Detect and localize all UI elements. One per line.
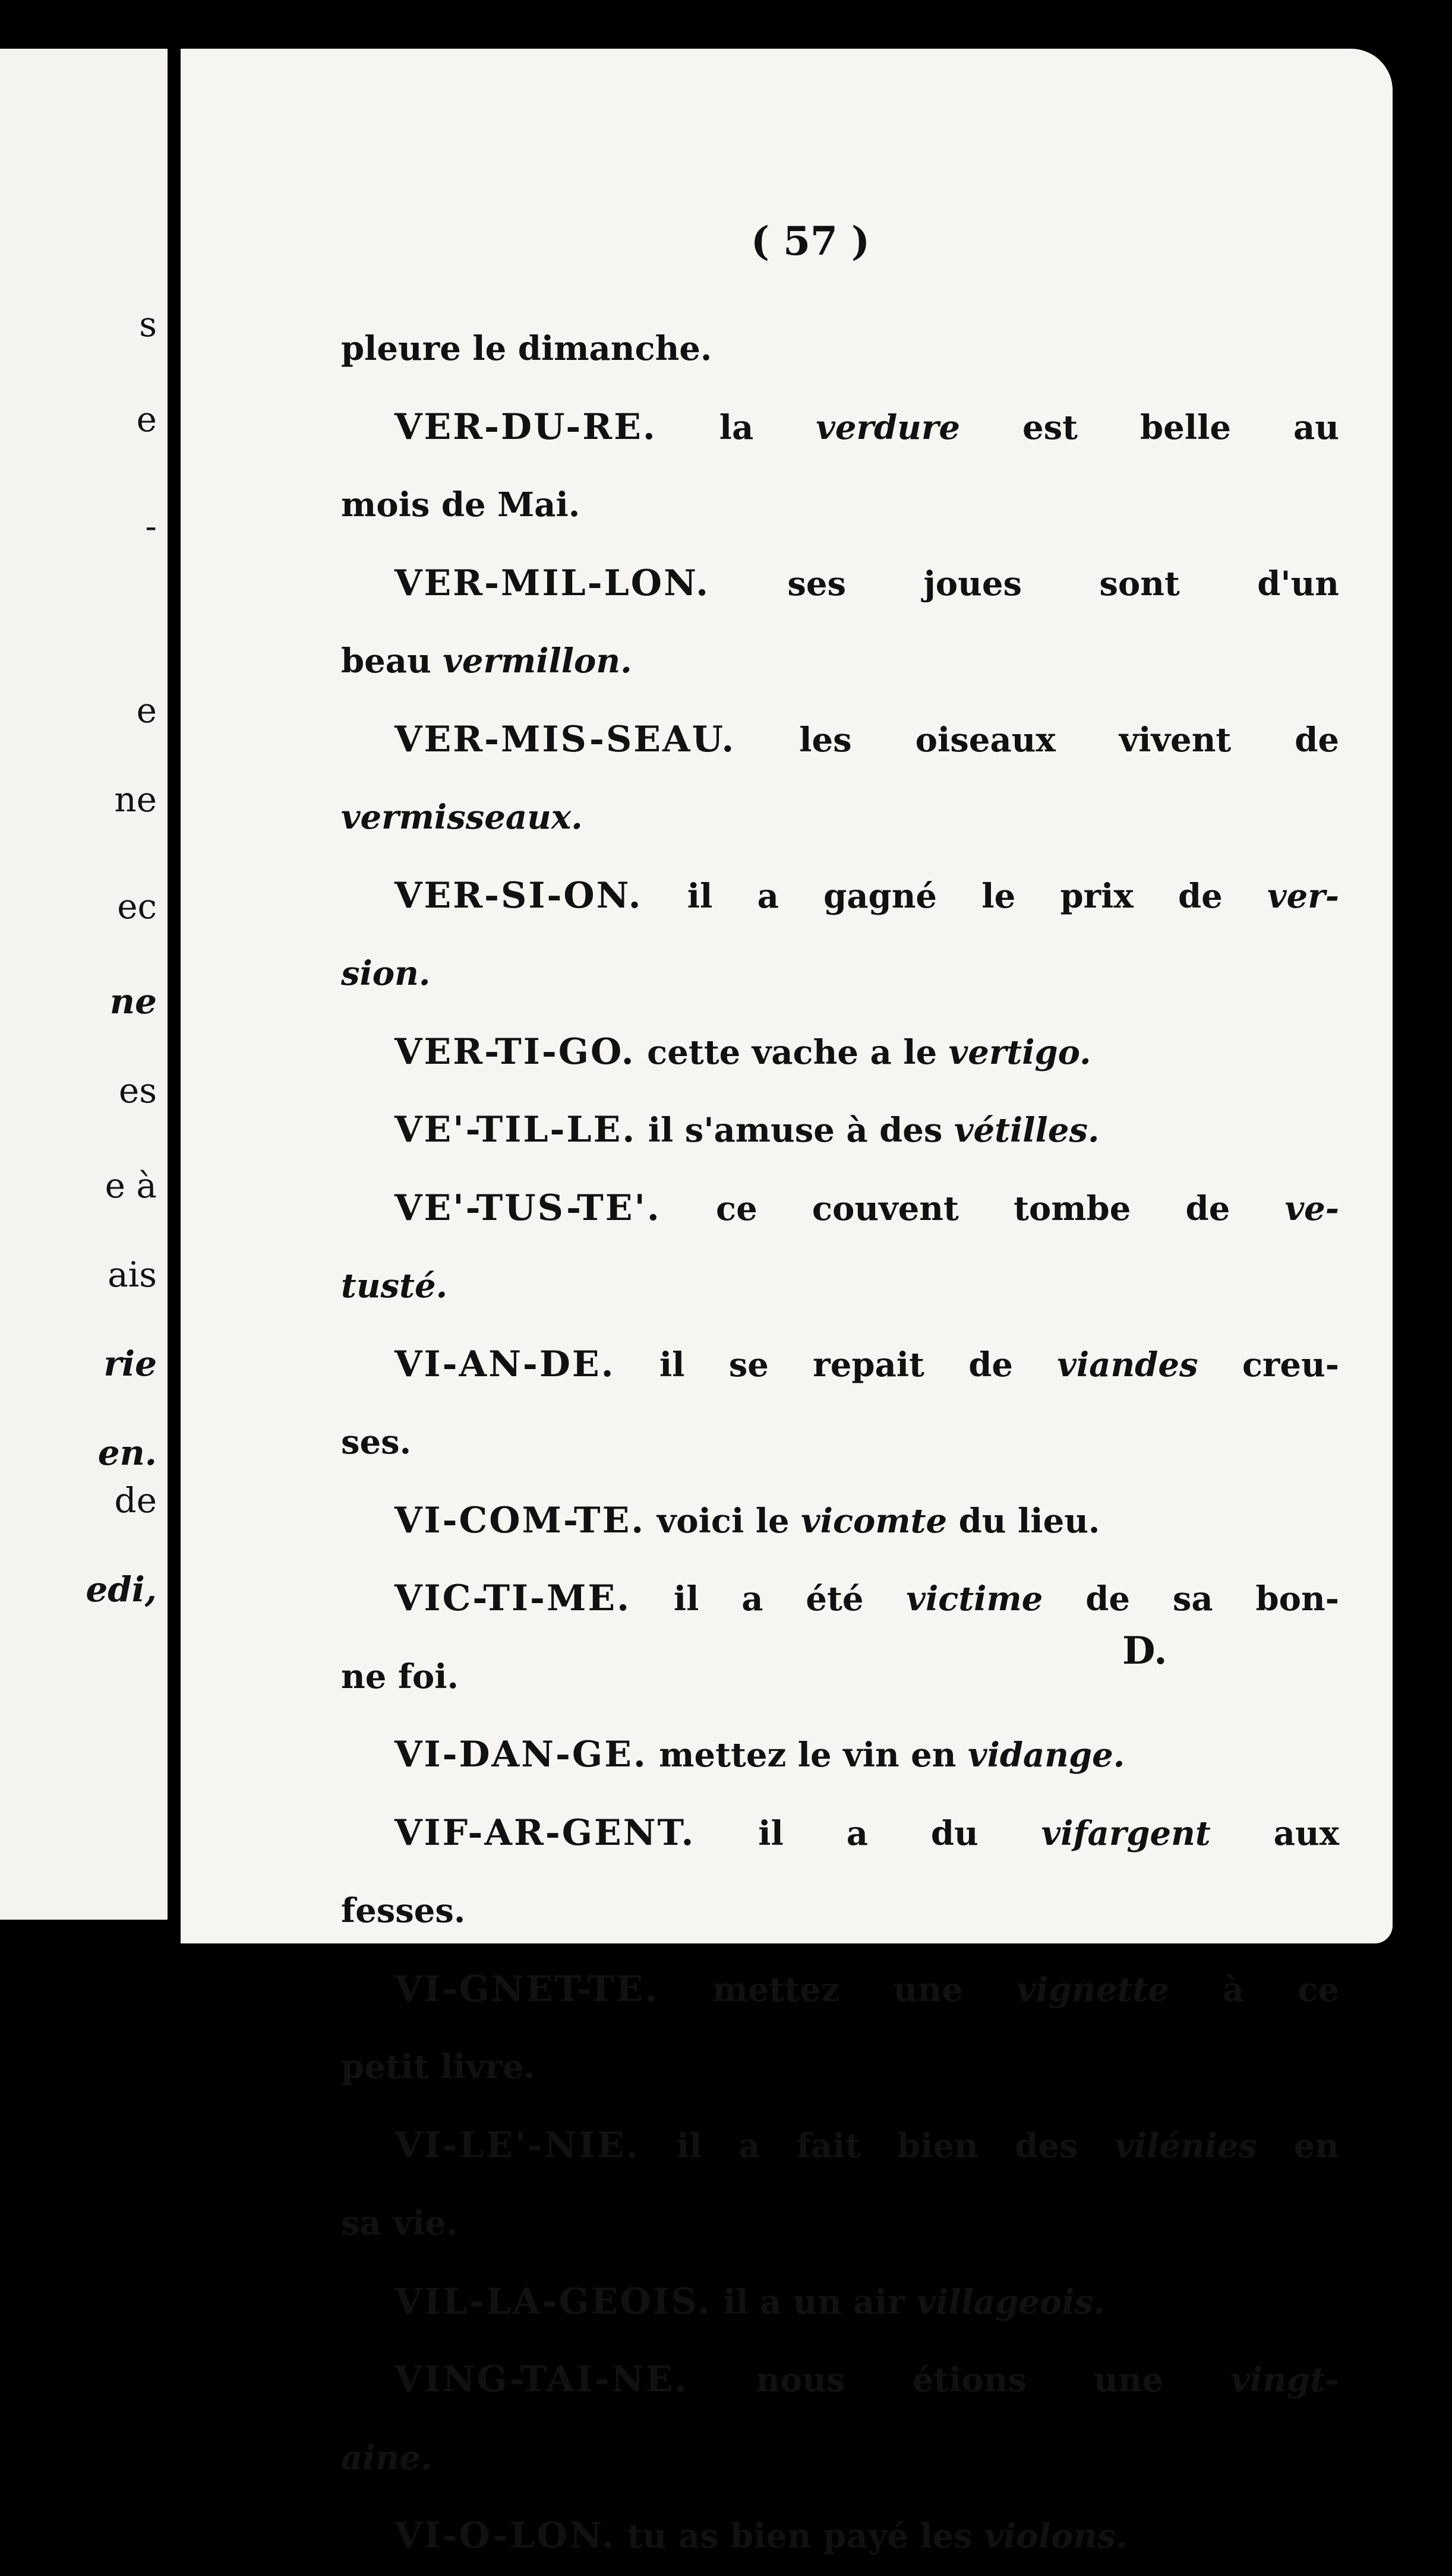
entry-text: du lieu. bbox=[947, 1501, 1100, 1541]
entry-italic-word: vicomte bbox=[801, 1501, 948, 1541]
entry-line-headword bbox=[341, 701, 1339, 779]
left-fragment: ne bbox=[109, 981, 157, 1022]
left-fragment: e bbox=[136, 399, 157, 440]
entry-text: tu as bien payé les bbox=[615, 2517, 984, 2556]
entry-headword: VI-O-LON. bbox=[394, 2515, 616, 2556]
entry-line-continuation bbox=[341, 1404, 1339, 1482]
entry-line-headword bbox=[341, 1091, 1339, 1170]
entry-text: mois de Mai. bbox=[341, 485, 580, 524]
entry-italic-word: violons. bbox=[984, 2517, 1128, 2556]
entry-line-continuation bbox=[341, 779, 1339, 857]
left-fragment: ec bbox=[117, 886, 157, 927]
entry-italic-word: vignette bbox=[1016, 1970, 1169, 2009]
entry-text: est belle au bbox=[960, 407, 1339, 447]
entry-italic-word: sion. bbox=[341, 954, 431, 993]
entry-headword: VER-TI-GO. bbox=[394, 1031, 636, 1073]
entry-italic-word: vertigo. bbox=[948, 1032, 1091, 1072]
entry-text: fesses. bbox=[341, 1891, 466, 1930]
entry-italic-word: victime bbox=[906, 1579, 1043, 1619]
entry-line-continuation bbox=[341, 1247, 1339, 1326]
entry-line-continuation bbox=[341, 2028, 1339, 2107]
left-fragment: e bbox=[136, 690, 157, 731]
entry-text: il a été bbox=[631, 1579, 907, 1619]
entry-line-headword bbox=[341, 1482, 1339, 1560]
left-fragment: es bbox=[118, 1070, 157, 1111]
entry-text: cette vache a le bbox=[635, 1032, 949, 1072]
entry-text: beau bbox=[341, 641, 443, 681]
catchword: D. bbox=[1122, 1629, 1167, 1673]
entry-text: pleure le dimanche. bbox=[341, 329, 712, 368]
entry-italic-word: ve- bbox=[1284, 1189, 1339, 1228]
page-number: ( 57 ) bbox=[750, 218, 870, 264]
entry-text: nous étions une bbox=[689, 2360, 1231, 2400]
entry-italic-word: vingt- bbox=[1230, 2360, 1339, 2400]
entry-line-continuation bbox=[341, 310, 1339, 388]
entry-line-continuation bbox=[341, 2185, 1339, 2263]
entry-headword: VER-DU-RE. bbox=[394, 406, 657, 448]
entry-text: sa vie. bbox=[341, 2204, 458, 2243]
entry-text: petit livre. bbox=[341, 2047, 536, 2087]
entry-line-headword bbox=[341, 2107, 1339, 2185]
entry-text: ses. bbox=[341, 1423, 412, 1462]
main-page bbox=[181, 49, 1393, 2556]
entry-text: mettez le vin en bbox=[647, 1736, 968, 1775]
entry-text: il a un air bbox=[711, 2282, 917, 2322]
entry-text: aux bbox=[1210, 1813, 1339, 1853]
dictionary-entries bbox=[341, 310, 1339, 2575]
entry-text: de sa bon- bbox=[1043, 1579, 1339, 1619]
left-fragment: ais bbox=[108, 1254, 157, 1295]
left-fragment: edi, bbox=[86, 1569, 157, 1610]
entry-headword: VI-LE'-NIE. bbox=[394, 2124, 640, 2166]
entry-line-headword bbox=[341, 1013, 1339, 1092]
entry-text: les oiseaux vivent de bbox=[736, 720, 1339, 760]
left-fragment: de bbox=[114, 1480, 157, 1521]
entry-line-headword bbox=[341, 1794, 1339, 1873]
entry-line-headword bbox=[341, 1170, 1339, 1248]
entry-text: il a gagné le prix de bbox=[642, 876, 1268, 916]
entry-text: en bbox=[1257, 2126, 1339, 2166]
entry-line-headword bbox=[341, 1951, 1339, 2029]
entry-headword: VIL-LA-GEOIS. bbox=[394, 2280, 712, 2322]
entry-line-headword bbox=[341, 857, 1339, 935]
entry-headword: VE'-TUS-TE'. bbox=[394, 1187, 661, 1229]
entry-line-continuation bbox=[341, 466, 1339, 545]
entry-text: la bbox=[656, 407, 816, 447]
entry-line-headword bbox=[341, 2341, 1339, 2419]
entry-headword: VI-GNET-TE. bbox=[394, 1968, 659, 2010]
entry-line-headword bbox=[341, 1326, 1339, 1404]
entry-line-headword bbox=[341, 388, 1339, 467]
entry-headword: VER-SI-ON. bbox=[394, 874, 643, 916]
entry-line-headword bbox=[341, 1560, 1339, 1638]
entry-italic-word: viandes bbox=[1057, 1345, 1198, 1385]
entry-headword: VER-MIS-SEAU. bbox=[394, 718, 736, 760]
entry-italic-word: aine. bbox=[341, 2438, 433, 2477]
entry-italic-word: vermisseaux. bbox=[341, 798, 583, 837]
entry-line-continuation bbox=[341, 2419, 1339, 2498]
entry-text: il a fait bien des bbox=[640, 2126, 1115, 2166]
entry-italic-word: vidange. bbox=[968, 1736, 1125, 1775]
left-fragment: s bbox=[139, 304, 157, 344]
entry-italic-word: vilénies bbox=[1115, 2126, 1258, 2166]
entry-italic-word: ver- bbox=[1267, 876, 1339, 916]
entry-text: voici le bbox=[645, 1501, 801, 1541]
entry-headword: VIF-AR-GENT. bbox=[394, 1812, 696, 1854]
left-fragment: rie bbox=[103, 1344, 157, 1384]
entry-line-continuation bbox=[341, 935, 1339, 1013]
left-fragment: ne bbox=[114, 779, 157, 820]
entry-line-continuation bbox=[341, 1872, 1339, 1951]
entry-line-headword bbox=[341, 2497, 1339, 2575]
entry-italic-word: vermillon. bbox=[443, 641, 632, 681]
entry-headword: VING-TAI-NE. bbox=[394, 2359, 689, 2400]
left-fragment: e à bbox=[105, 1165, 157, 1206]
left-page bbox=[0, 49, 168, 1920]
entry-headword: VER-MIL-LON. bbox=[394, 562, 710, 604]
entry-text: il a du bbox=[695, 1813, 1041, 1853]
entry-text: ne foi. bbox=[341, 1657, 459, 1696]
entry-italic-word: villageois. bbox=[916, 2282, 1105, 2322]
entry-text: mettez une bbox=[659, 1970, 1017, 2009]
entry-italic-word: tusté. bbox=[341, 1266, 448, 1306]
entry-text: il se repait de bbox=[615, 1345, 1058, 1385]
entry-text: il s'amuse à des bbox=[636, 1111, 954, 1150]
entry-italic-word: verdure bbox=[816, 407, 960, 447]
entry-headword: VI-DAN-GE. bbox=[394, 1734, 648, 1775]
left-page-text-fragments bbox=[0, 49, 168, 1920]
entry-text: creu- bbox=[1198, 1345, 1340, 1385]
entry-text: ce couvent tombe de bbox=[661, 1189, 1285, 1228]
entry-headword: VE'-TIL-LE. bbox=[394, 1109, 637, 1150]
entry-italic-word: vétilles. bbox=[954, 1111, 1100, 1150]
entry-italic-word: vifargent bbox=[1041, 1813, 1211, 1853]
entry-line-headword bbox=[341, 1716, 1339, 1794]
entry-text: à ce bbox=[1169, 1970, 1339, 2009]
entry-line-headword bbox=[341, 2263, 1339, 2341]
entry-text: ses joues sont d'un bbox=[709, 564, 1339, 603]
entry-line-continuation bbox=[341, 1638, 1339, 1717]
entry-headword: VI-COM-TE. bbox=[394, 1499, 646, 1541]
entry-line-continuation bbox=[341, 622, 1339, 701]
left-fragment: en. bbox=[97, 1433, 157, 1473]
entry-headword: VIC-TI-ME. bbox=[394, 1578, 631, 1619]
left-fragment: - bbox=[145, 506, 157, 546]
entry-line-headword bbox=[341, 545, 1339, 623]
entry-headword: VI-AN-DE. bbox=[394, 1343, 615, 1385]
